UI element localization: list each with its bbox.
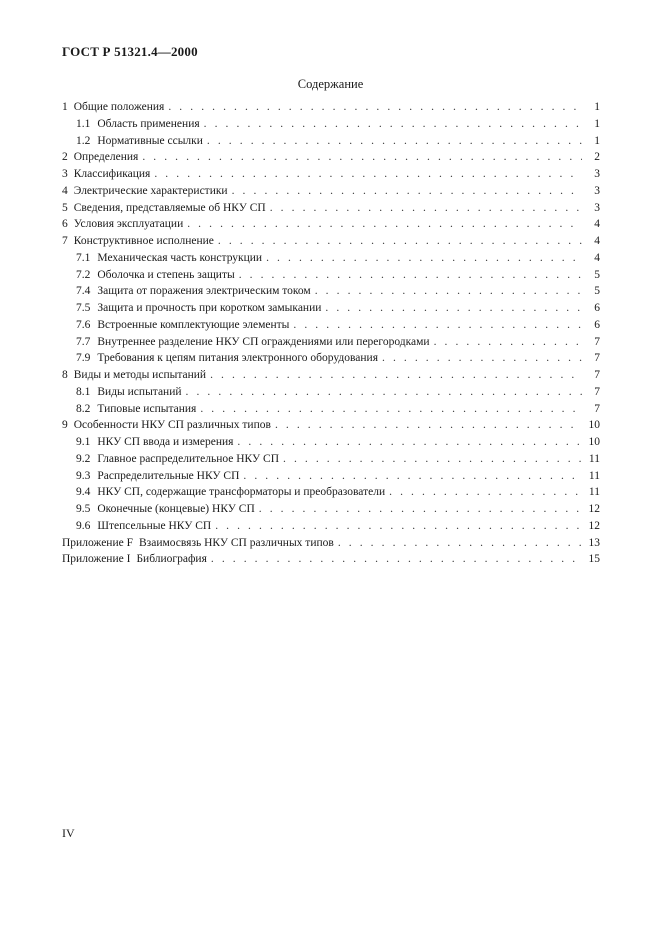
toc-entry-number: 7.9 (76, 352, 91, 365)
toc-entry-title: Требования к цепям питания электронного оборудования (97, 352, 378, 365)
toc-dot-leader (434, 336, 582, 348)
toc-entry-page: 11 (588, 486, 600, 499)
toc-entry-number: 9.5 (76, 503, 91, 515)
toc-entry (62, 101, 600, 118)
toc-entry-title: Встроенные комплектующие элементы (97, 318, 290, 331)
toc-entry-number: 9 (62, 419, 68, 432)
toc-entry (62, 403, 600, 420)
toc-entry-title: Виды и методы испытаний (73, 369, 207, 381)
toc-entry-title: Область применения (97, 117, 200, 130)
toc-dot-leader (243, 470, 582, 482)
toc-dot-leader (239, 269, 582, 281)
toc-entry (62, 553, 600, 570)
toc-entry-title: Штепсельные НКУ СП (97, 519, 212, 532)
toc-entry-number: 8 (62, 369, 68, 381)
toc-dot-leader (186, 386, 582, 398)
toc-entry-page: 6 (594, 302, 600, 314)
toc-dot-leader (154, 168, 582, 180)
toc-entry-title: Нормативные ссылки (97, 134, 203, 147)
toc-entry-title: НКУ СП ввода и измерения (97, 436, 234, 448)
toc-entry-number: 7.4 (76, 285, 91, 298)
toc-entry (62, 185, 600, 202)
toc-entry-page: 2 (594, 151, 600, 164)
toc-entry (62, 486, 600, 503)
toc-entry-number: 7 (62, 235, 68, 247)
toc-entry (62, 269, 600, 286)
toc-entry-number: Приложение F (62, 536, 133, 549)
toc-entry-title: Определения (73, 151, 139, 164)
toc-entry-title: Главное распределительное НКУ СП (97, 452, 279, 465)
toc-entry (62, 235, 600, 252)
toc-entry (62, 218, 600, 235)
toc-entry-number: 3 (62, 168, 68, 180)
toc-entry-page: 15 (588, 553, 600, 566)
toc-entry-title: Защита и прочность при коротком замыкании (97, 302, 322, 314)
toc-entry (62, 302, 600, 319)
toc-entry-page: 4 (594, 235, 600, 247)
toc-entry (62, 386, 600, 403)
toc-entry-title: Оконечные (концевые) НКУ СП (97, 503, 255, 515)
toc-entry (62, 168, 600, 185)
toc-entry-page: 12 (588, 503, 600, 515)
toc-entry-page: 3 (594, 168, 600, 180)
toc-dot-leader (325, 302, 582, 314)
toc-dot-leader (315, 285, 582, 297)
toc-entry (62, 520, 600, 537)
toc-entry-page: 1 (594, 117, 600, 130)
toc-entry-page: 10 (588, 419, 600, 432)
toc-dot-leader (142, 151, 582, 163)
toc-entry-number: 9.4 (76, 486, 91, 499)
document-header: ГОСТ Р 51321.4—2000 (62, 44, 198, 59)
toc-dot-leader (200, 403, 582, 415)
toc-entry-number: Приложение I (62, 553, 131, 566)
toc-entry-number: 1 (62, 101, 68, 113)
toc-dot-leader (259, 503, 582, 515)
page-number: IV (62, 826, 75, 840)
toc-entry (62, 118, 600, 135)
table-of-contents (62, 101, 600, 570)
toc-entry-number: 5 (62, 201, 68, 214)
toc-dot-leader (237, 436, 582, 448)
toc-entry (62, 503, 600, 520)
toc-entry (62, 319, 600, 336)
toc-entry-title: Классификация (73, 168, 151, 180)
toc-entry-page: 13 (588, 536, 600, 549)
toc-dot-leader (168, 101, 582, 113)
toc-entry-title: Общие положения (73, 101, 165, 113)
toc-entry-title: Сведения, представляемые об НКУ СП (73, 201, 266, 214)
toc-dot-leader (232, 185, 582, 197)
toc-entry-title: Условия эксплуатации (73, 218, 184, 231)
toc-entry-page: 5 (594, 268, 600, 281)
toc-entry-page: 4 (594, 251, 600, 264)
toc-dot-leader (211, 553, 582, 565)
toc-entry-page: 5 (594, 285, 600, 298)
toc-entry-title: Распределительные НКУ СП (97, 469, 240, 482)
toc-dot-leader (275, 419, 582, 431)
toc-entry-title: Взаимосвязь НКУ СП различных типов (139, 536, 334, 549)
toc-entry (62, 470, 600, 487)
toc-entry-title: Оболочка и степень защиты (97, 268, 235, 281)
toc-entry-number: 7.6 (76, 318, 91, 331)
toc-entry-title: Защита от поражения электрическим током (97, 285, 311, 298)
toc-entry-number: 2 (62, 151, 68, 164)
toc-entry-number: 7.7 (76, 335, 91, 348)
toc-dot-leader (215, 520, 582, 532)
toc-entry-number: 4 (62, 184, 68, 197)
toc-entry-title: Особенности НКУ СП различных типов (73, 419, 271, 432)
toc-dot-leader (283, 453, 582, 465)
toc-entry-page: 7 (594, 352, 600, 365)
toc-entry-page: 3 (594, 184, 600, 197)
toc-entry (62, 252, 600, 269)
toc-entry-number: 8.1 (76, 385, 91, 398)
toc-entry-page: 7 (594, 385, 600, 398)
toc-entry-page: 6 (594, 318, 600, 331)
toc-entry-number: 7.1 (76, 251, 91, 264)
toc-entry-page: 4 (594, 218, 600, 231)
toc-entry-title: Библиография (136, 553, 207, 566)
toc-entry-number: 8.2 (76, 402, 91, 415)
toc-dot-leader (204, 118, 582, 130)
toc-dot-leader (210, 369, 582, 381)
toc-entry (62, 419, 600, 436)
toc-entry-number: 9.6 (76, 519, 91, 532)
toc-entry (62, 336, 600, 353)
toc-entry-title: НКУ СП, содержащие трансформаторы и преобразователи (97, 486, 386, 499)
toc-entry-number: 9.3 (76, 469, 91, 482)
toc-entry (62, 537, 600, 554)
toc-entry-title: Электрические характеристики (73, 184, 228, 197)
toc-dot-leader (338, 537, 582, 549)
toc-entry (62, 135, 600, 152)
toc-dot-leader (382, 352, 582, 364)
toc-dot-leader (266, 252, 582, 264)
toc-entry (62, 151, 600, 168)
toc-entry-number: 9.1 (76, 436, 91, 448)
toc-dot-leader (270, 202, 582, 214)
toc-entry-number: 9.2 (76, 452, 91, 465)
toc-entry-page: 7 (594, 369, 600, 381)
toc-entry (62, 453, 600, 470)
toc-entry-page: 1 (594, 134, 600, 147)
toc-entry-page: 11 (588, 469, 600, 482)
toc-entry (62, 285, 600, 302)
toc-entry (62, 436, 600, 453)
toc-entry-number: 1.2 (76, 134, 91, 147)
toc-entry (62, 369, 600, 386)
toc-entry-page: 12 (588, 519, 600, 532)
toc-entry-page: 10 (588, 436, 600, 448)
toc-entry (62, 352, 600, 369)
toc-title: Содержание (297, 77, 364, 91)
toc-entry-number: 6 (62, 218, 68, 231)
toc-entry-page: 7 (594, 335, 600, 348)
toc-dot-leader (218, 235, 582, 247)
toc-entry-title: Механическая часть конструкции (97, 251, 263, 264)
toc-entry-number: 7.5 (76, 302, 91, 314)
toc-dot-leader (293, 319, 582, 331)
toc-entry-page: 1 (594, 101, 600, 113)
toc-entry (62, 202, 600, 219)
toc-entry-title: Внутреннее разделение НКУ СП ограждениями или перегородками (97, 335, 430, 348)
toc-entry-title: Виды испытаний (97, 385, 182, 398)
toc-entry-number: 1.1 (76, 117, 91, 130)
toc-dot-leader (207, 135, 582, 147)
toc-dot-leader (187, 218, 582, 230)
toc-entry-number: 7.2 (76, 268, 91, 281)
toc-entry-title: Конструктивное исполнение (73, 235, 214, 247)
toc-dot-leader (389, 486, 582, 498)
toc-entry-page: 3 (594, 201, 600, 214)
toc-entry-page: 7 (594, 402, 600, 415)
toc-entry-page: 11 (588, 452, 600, 465)
toc-entry-title: Типовые испытания (97, 402, 197, 415)
